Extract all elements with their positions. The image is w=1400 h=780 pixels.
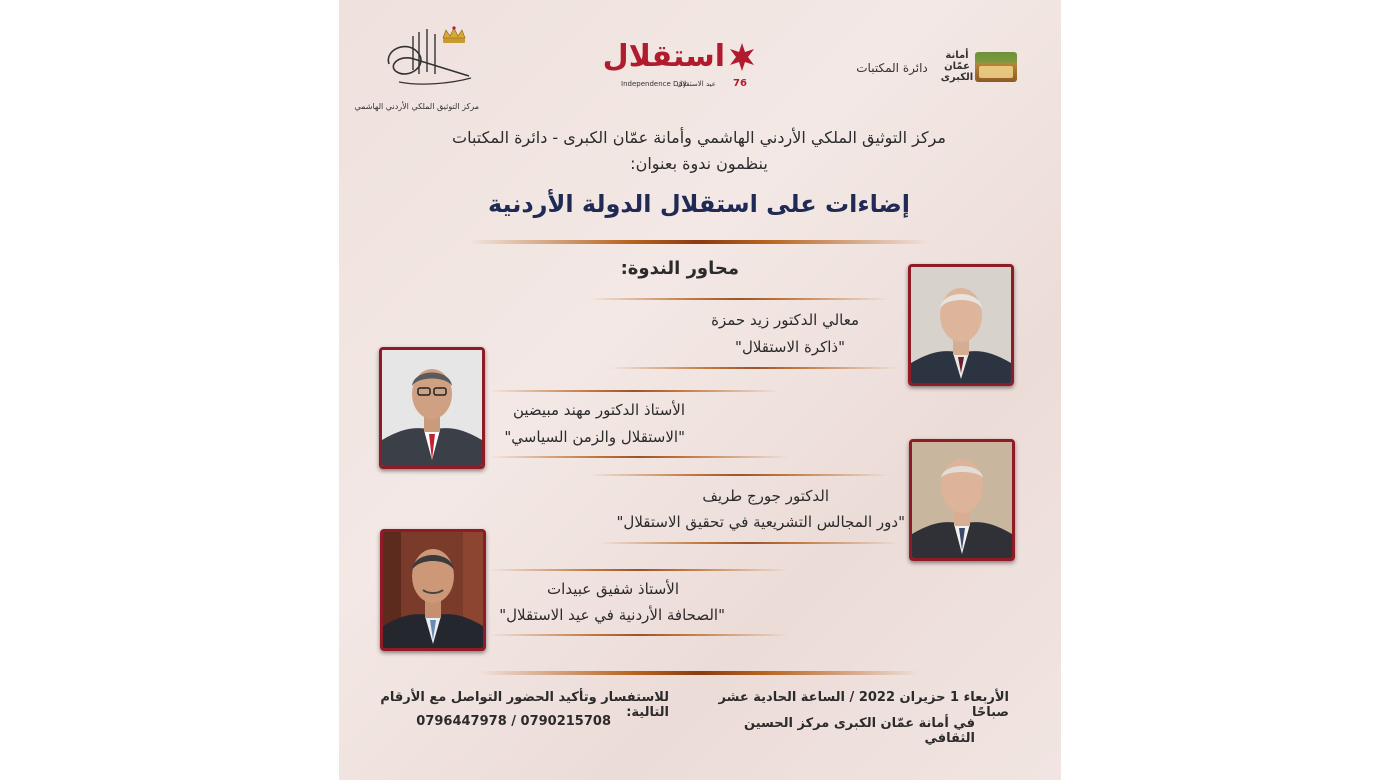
speaker1-topic: "ذاكرة الاستقلال" — [735, 338, 845, 356]
speaker2-topic: "الاستقلال والزمن السياسي" — [504, 428, 685, 446]
independence-en: Independence Day — [621, 80, 687, 88]
speaker2-name: الأستاذ الدكتور مهند مبيضين — [512, 401, 685, 419]
event-datetime: الأربعاء 1 حزيران 2022 / الساعة الحادية عشر صباحًا — [718, 690, 1009, 720]
speaker4-bottom-divider — [489, 634, 789, 636]
speaker3-photo — [909, 439, 1015, 561]
crown-calligraphy-icon — [379, 24, 479, 96]
event-poster — [339, 0, 1061, 780]
subtitle-line: ينظمون ندوة بعنوان: — [630, 154, 768, 173]
gam-name — [939, 50, 975, 83]
independence-ar: عيد الاستقلال — [677, 80, 716, 88]
gam-emblem-icon — [975, 52, 1017, 82]
independence-word: استقلال — [602, 39, 725, 74]
independence-logo — [602, 39, 759, 95]
gam-logo — [939, 46, 1019, 86]
speaker2-portrait-icon — [382, 350, 482, 466]
speaker1-photo — [908, 264, 1014, 386]
gam-name-line1: أمانة — [945, 50, 969, 61]
rhdc-logo — [354, 24, 479, 112]
speaker2-bottom-divider — [489, 456, 789, 458]
speaker3-bottom-divider — [599, 542, 899, 544]
independence-number: 76 — [733, 78, 747, 89]
gam-name-line2: عمّان — [944, 61, 970, 72]
organizers-line: مركز التوثيق الملكي الأردني الهاشمي وأمانة عمّان الكبرى - دائرة المكتبات — [452, 128, 946, 147]
contact-phones: 0796447978 / 0790215708 — [416, 714, 611, 729]
speaker4-portrait-icon — [383, 532, 483, 648]
speaker4-name: الأستاذ شفيق عبيدات — [547, 580, 679, 598]
speaker4-photo — [380, 529, 486, 651]
speaker1-name: معالي الدكتور زيد حمزة — [711, 311, 859, 329]
jordan-star-icon — [727, 42, 757, 76]
speaker3-top-divider — [589, 474, 889, 476]
speaker2-top-divider — [489, 390, 779, 392]
seminar-title: إضاءات على استقلال الدولة الأردنية — [487, 190, 911, 218]
speaker4-top-divider — [489, 569, 789, 571]
event-venue: في أمانة عمّان الكبرى مركز الحسين الثقافي — [744, 716, 975, 746]
speaker3-topic: "دور المجالس التشريعية في تحقيق الاستقلال" — [616, 513, 905, 531]
contact-label: للاستفسار وتأكيد الحضور التواصل مع الأرقام التالية: — [380, 690, 669, 720]
speaker4-topic: "الصحافة الأردنية في عيد الاستقلال" — [499, 606, 725, 624]
section-title: محاور الندوة: — [620, 258, 739, 279]
speaker3-portrait-icon — [912, 442, 1012, 558]
speaker1-bottom-divider — [609, 367, 899, 369]
speaker3-name: الدكتور جورج طريف — [702, 487, 829, 505]
gam-name-line3: الكبرى — [940, 72, 974, 83]
speaker2-photo — [379, 347, 485, 469]
speaker1-top-divider — [589, 298, 889, 300]
rhdc-caption: مركز التوثيق الملكي الأردني الهاشمي — [354, 102, 479, 111]
footer-divider — [479, 671, 919, 675]
gam-dept: دائرة المكتبات — [856, 61, 928, 75]
speaker1-portrait-icon — [911, 267, 1011, 383]
title-divider — [469, 240, 929, 244]
